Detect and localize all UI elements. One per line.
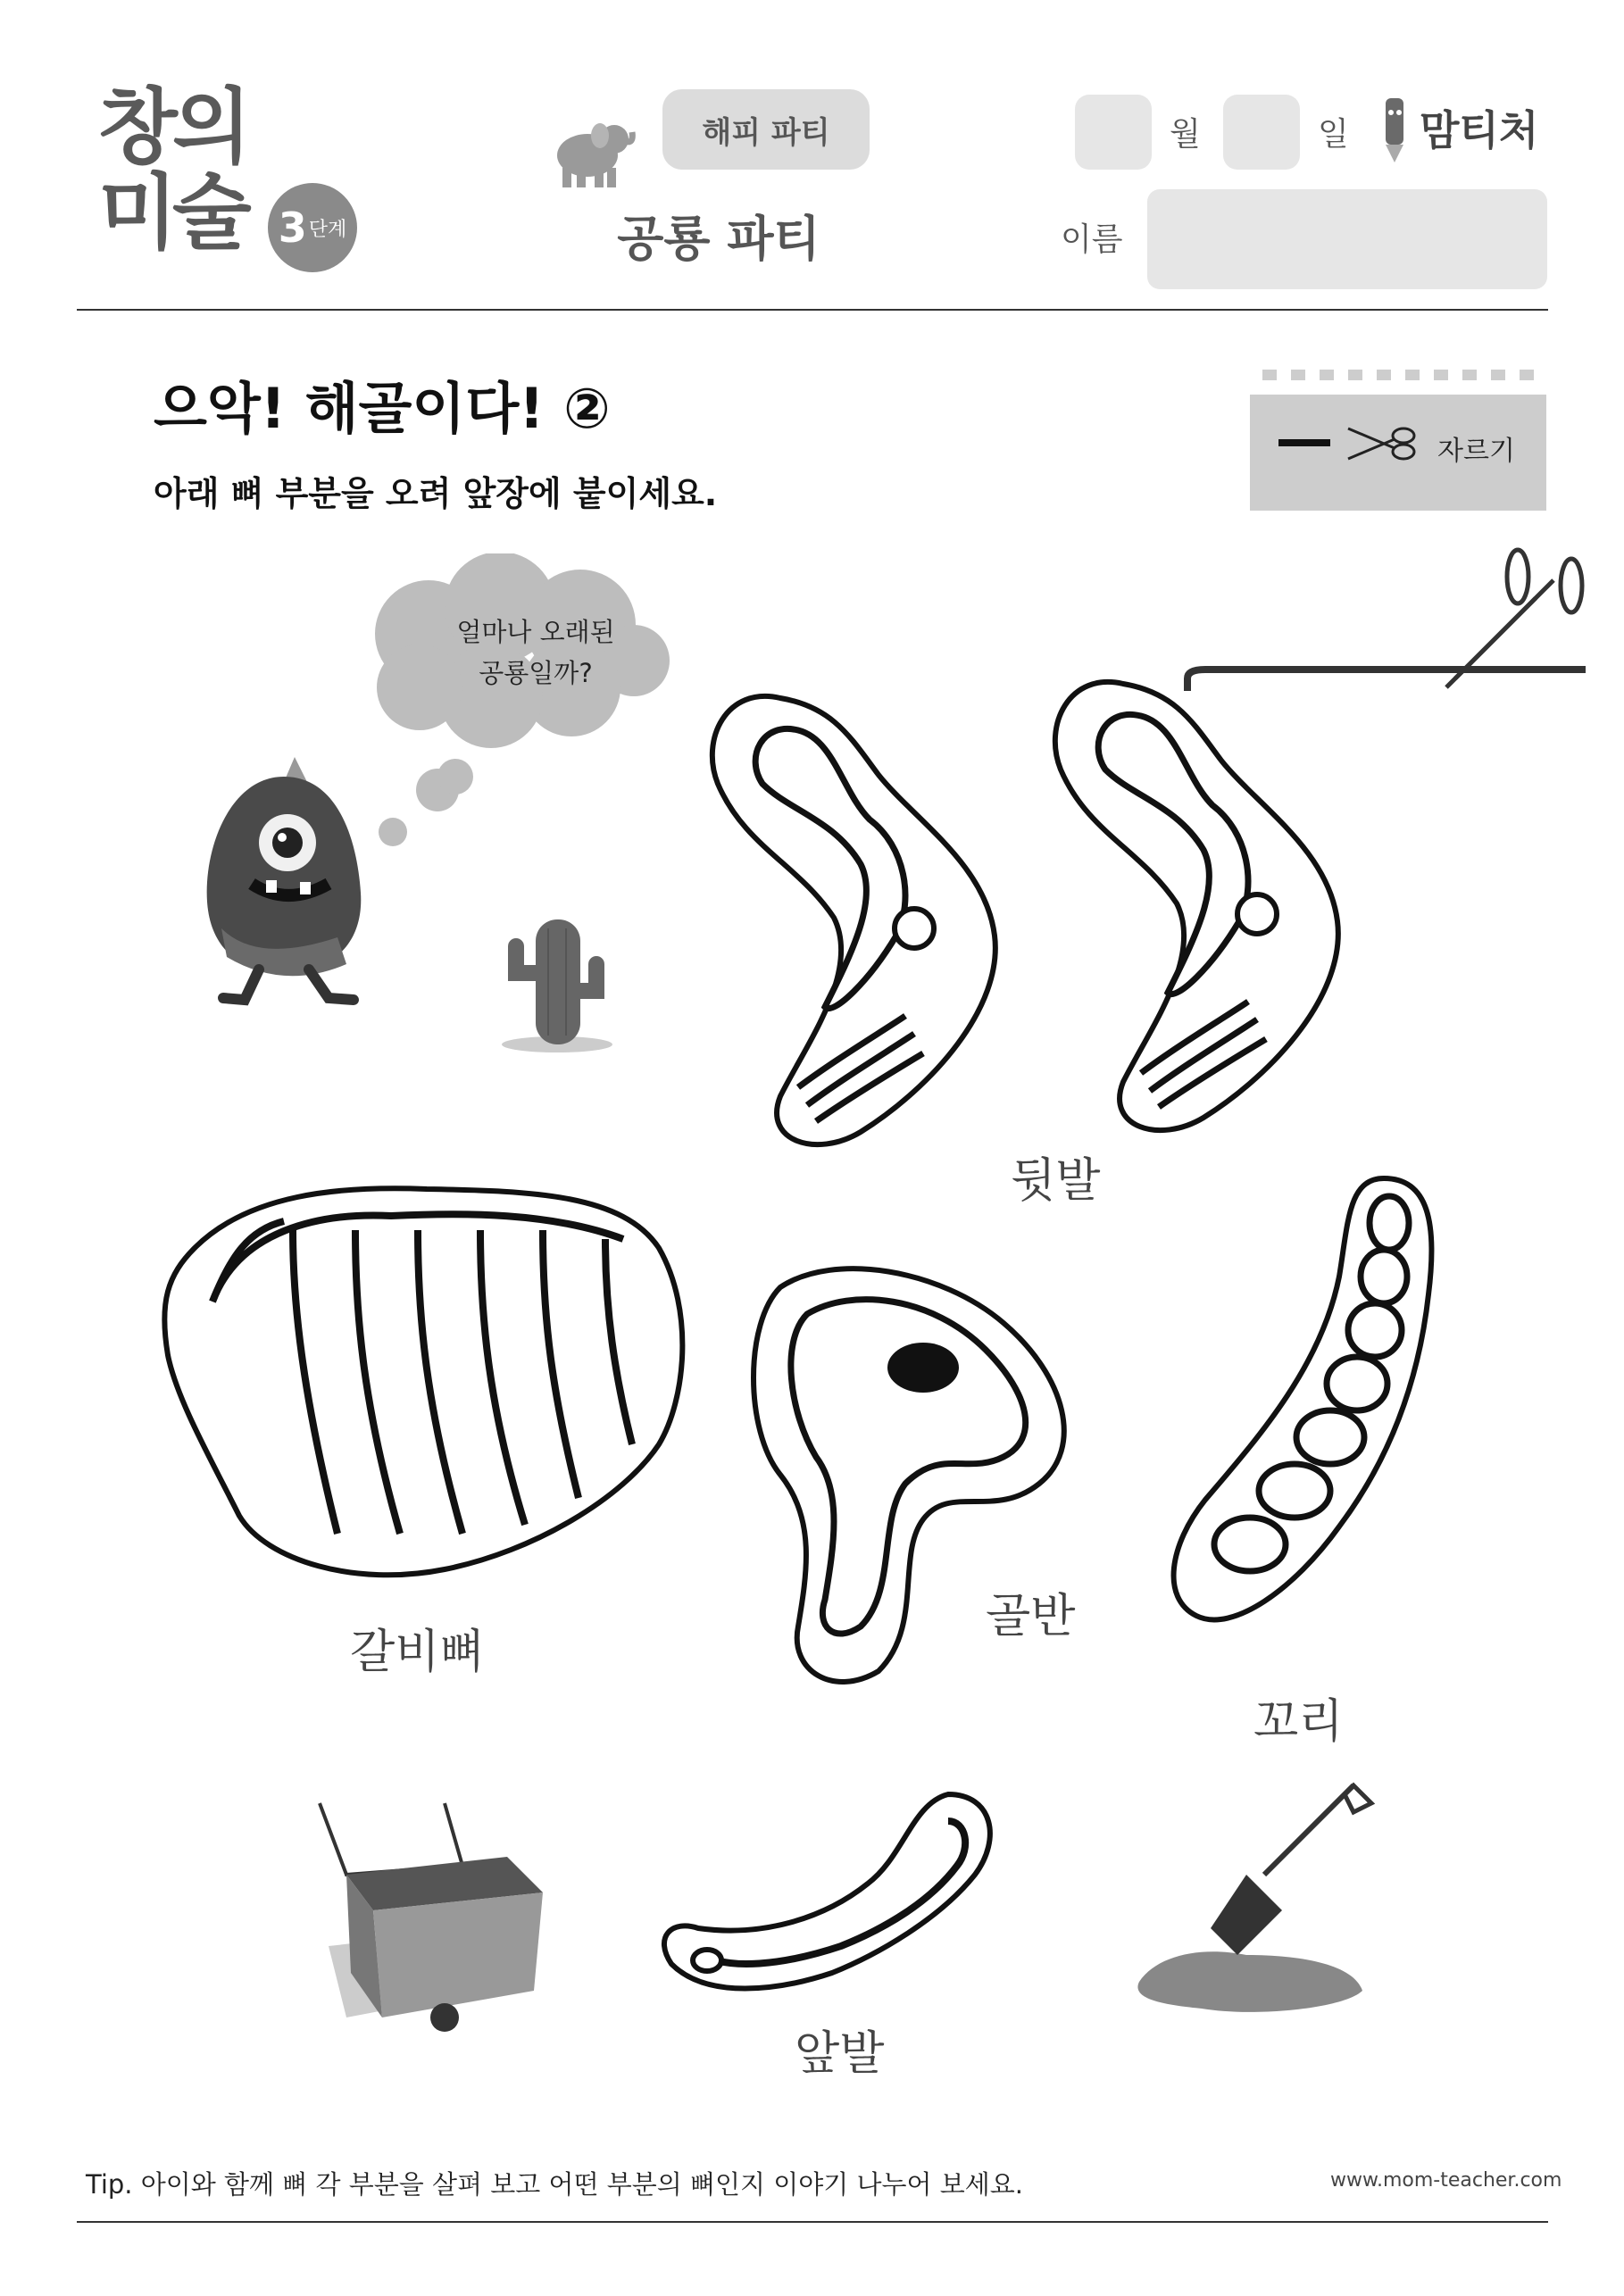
label-pelvis: 골반: [986, 1590, 1076, 1643]
stage-label: 단계: [308, 218, 347, 241]
footer-divider: [77, 2221, 1548, 2223]
scissors-icon: [1345, 421, 1420, 466]
rib-cage-bone[interactable]: [159, 1177, 695, 1587]
hind-leg-bone-right[interactable]: [1043, 671, 1355, 1153]
stage-number: 3: [278, 204, 307, 252]
label-ribs: 갈비뼈: [350, 1626, 485, 1679]
shovel-icon: [1121, 1776, 1380, 2035]
pencil-mascot-icon: [1377, 93, 1412, 164]
cactus-icon: [495, 911, 620, 1053]
name-field[interactable]: [1147, 189, 1547, 289]
cart-icon: [311, 1794, 561, 2035]
day-label: 일: [1318, 116, 1349, 153]
tip-text: Tip. 아이와 함께 뼈 각 부분을 살펴 보고 어떤 부분의 뼈인지 이야기 나누어 보세요.: [86, 2169, 1023, 2200]
label-tail: 꼬리: [1253, 1695, 1344, 1749]
thought-line-1: 얼마나 오래된: [456, 617, 615, 647]
header-divider: [77, 309, 1548, 311]
one-eyed-monster: [195, 750, 373, 1009]
hind-leg-bone-left[interactable]: [700, 686, 1012, 1168]
stage-badge: [268, 183, 357, 272]
label-hind-leg: 뒷발: [1011, 1154, 1101, 1208]
series-tab: 해피 파티: [662, 89, 870, 170]
elephant-icon: [546, 105, 636, 195]
worksheet-title: 으악! 해골이다! ②: [154, 376, 611, 441]
logo-line-1: 창의: [98, 79, 246, 175]
tail-bone[interactable]: [1161, 1169, 1464, 1651]
worksheet-instruction: 아래 뼈 부분을 오려 앞장에 붙이세요.: [154, 474, 718, 513]
label-front-leg: 앞발: [795, 2027, 885, 2081]
day-field[interactable]: [1223, 95, 1300, 170]
cut-legend-label: 자르기: [1437, 436, 1515, 467]
month-label: 월: [1170, 116, 1201, 153]
logo-line-2: 미술: [98, 165, 246, 261]
month-field[interactable]: [1075, 95, 1152, 170]
thought-line-2: 공룡일까?: [479, 658, 593, 688]
name-label: 이름: [1061, 221, 1123, 258]
front-leg-bone[interactable]: [654, 1785, 1002, 2009]
thought-bubble: [357, 553, 679, 848]
thought-bubble-text: [420, 611, 652, 694]
brand-logo: 맘티처: [1420, 106, 1539, 154]
worksheet-subtitle: 공룡 파티: [617, 211, 820, 267]
website-url: www.mom-teacher.com: [1330, 2169, 1562, 2192]
